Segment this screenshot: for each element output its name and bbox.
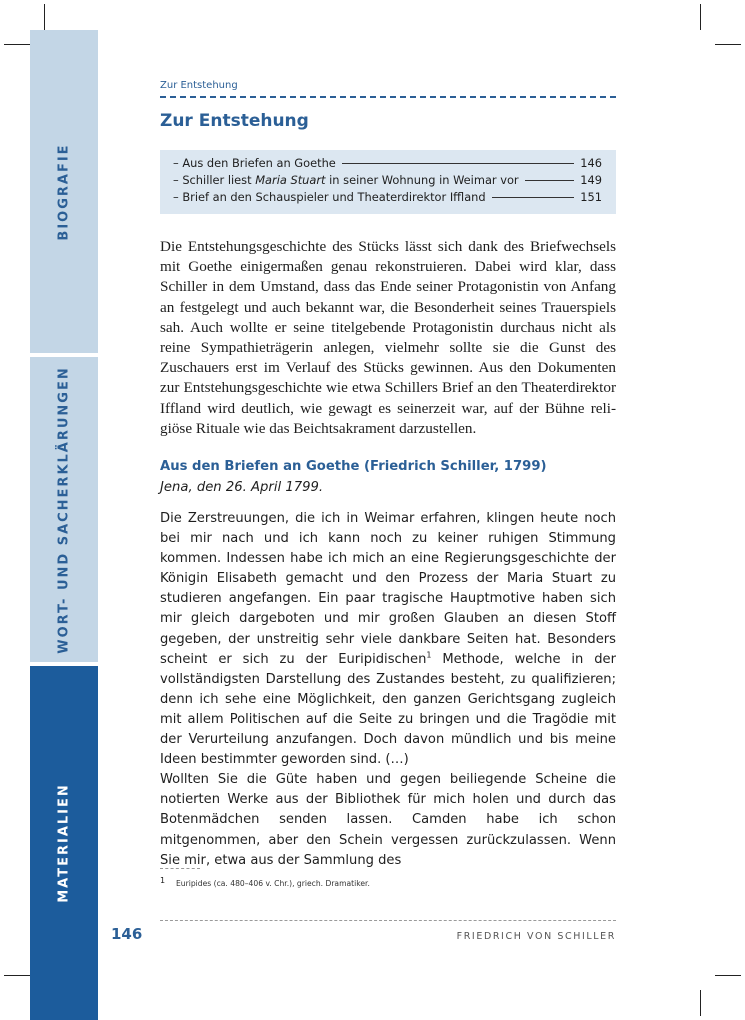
sidebar-tab-label: BIOGRAFIE	[56, 142, 72, 241]
crop-mark	[700, 990, 701, 1016]
sidebar-tab-label: MATERIALIEN	[56, 783, 72, 903]
crop-mark	[715, 44, 741, 45]
page-title: Zur Entstehung	[160, 111, 309, 131]
toc-entry-title: – Brief an den Schauspieler und Theaterdirektor Iffland	[173, 190, 486, 204]
sidebar-tab-biografie[interactable]	[30, 30, 98, 353]
footer-divider	[160, 920, 616, 921]
running-head: Zur Entstehung	[160, 80, 238, 91]
toc-entry[interactable]	[173, 156, 602, 173]
toc-entry-title: – Schiller liest Maria Stuart in seiner Wohnung in Weimar vor	[173, 173, 519, 187]
header-divider	[160, 96, 616, 98]
toc-entry[interactable]	[173, 190, 602, 207]
letter-paragraph: Wollten Sie die Güte haben und gegen beiliegende Scheine die notierten Werke aus der Bibliothek für mich holen und durch das Botenmädchen senden lassen. Camden habe ich schon mitgenommen, aber den Schein vergessen zurückzulassen. Wenn Sie mir, etwa aus der Sammlung des	[160, 772, 616, 868]
letter-date: Jena, den 26. April 1799.	[160, 480, 324, 495]
toc-entry-page: 146	[580, 156, 602, 170]
sidebar-tab-materialien[interactable]	[30, 666, 98, 1020]
toc-entry-title: – Aus den Briefen an Goethe	[173, 156, 336, 170]
toc-entry-page: 151	[580, 190, 602, 204]
letter-body	[160, 509, 616, 871]
crop-mark	[4, 975, 30, 976]
toc-box	[160, 150, 616, 214]
letter-paragraph: Die Zerstreuungen, die ich in Weimar erfahren, klingen heute noch bei mir nach und ich kann noch zu keiner ruhigen Stimmung kommen. Indessen habe ich mich an eine Regierungsgeschichte der Königin Elisabeth gemacht und den Prozess der Maria Stuart zu studieren angefangen. Ein paar tragische Hauptmotive haben sich mir gleich dargeboten und mir großen Glauben an diesen Stoff gegeben, der unstreitig sehr viele dankbare Seiten hat. Besonders scheint er sich zu der Euripidischen$^1$ Methode, welche in der vollständigsten Darstellung des Zustandes besteht, zu qualifizieren; denn ich sehe eine Möglichkeit, den ganzen Gerichtsgang zugleich mit allem Politischen auf die Seite zu bringen und die Tragödie mit der Verurteilung anzufangen. Doch davon mündlich und bis meine Ideen bestimmter geworden sind. (…)	[160, 511, 616, 768]
footnote-text: Euripides (ca. 480–406 v. Chr.), griech. Dramatiker.	[176, 879, 370, 888]
toc-leader	[525, 180, 575, 181]
section-heading: Aus den Briefen an Goethe (Friedrich Schiller, 1799)	[160, 459, 547, 474]
crop-mark	[4, 44, 30, 45]
intro-paragraph: Die Entstehungsgeschichte des Stücks lässt sich dank des Briefwechsels mit Goethe einigermaßen genau rekonstruieren. Dabei wird klar, dass Schiller in dem Umstand, dass das Ende seiner Protagonistin von Anfang an festgelegt und auch bekannt war, die Besonderheit seines Trauerspiels sah. Auch wollte er seine titelgebende Protagonistin durchaus nicht als reine Sympathieträgerin anlegen, vielmehr sollte sie die Gunst des Zuschauers erst im Verlauf des Stücks gewinnen. Aus den Dokumenten zur Entstehungsgeschichte wie etwa Schillers Brief an den Theaterdirektor Iffland wird deutlich, wie gewagt es seinerzeit war, auf der Bühne religiöse Rituale wie das Beichtsakrament darzustellen.	[160, 238, 616, 437]
crop-mark	[44, 4, 45, 30]
crop-mark	[700, 4, 701, 30]
sidebar-tab-wort-und-sacherklaerungen[interactable]	[30, 357, 98, 662]
page-number: 146	[111, 925, 143, 943]
toc-entry[interactable]	[173, 173, 602, 190]
footnote-number: 1	[160, 876, 166, 885]
toc-leader	[492, 197, 575, 198]
footer-author: FRIEDRICH VON SCHILLER	[456, 931, 616, 942]
crop-mark	[715, 975, 741, 976]
footnote-reference[interactable]: 1	[426, 650, 432, 660]
footnote-divider	[160, 868, 200, 869]
toc-leader	[342, 163, 574, 164]
toc-entry-page: 149	[580, 173, 602, 187]
sidebar-tab-label: WORT- UND SACHERKLÄRUNGEN	[56, 365, 72, 654]
